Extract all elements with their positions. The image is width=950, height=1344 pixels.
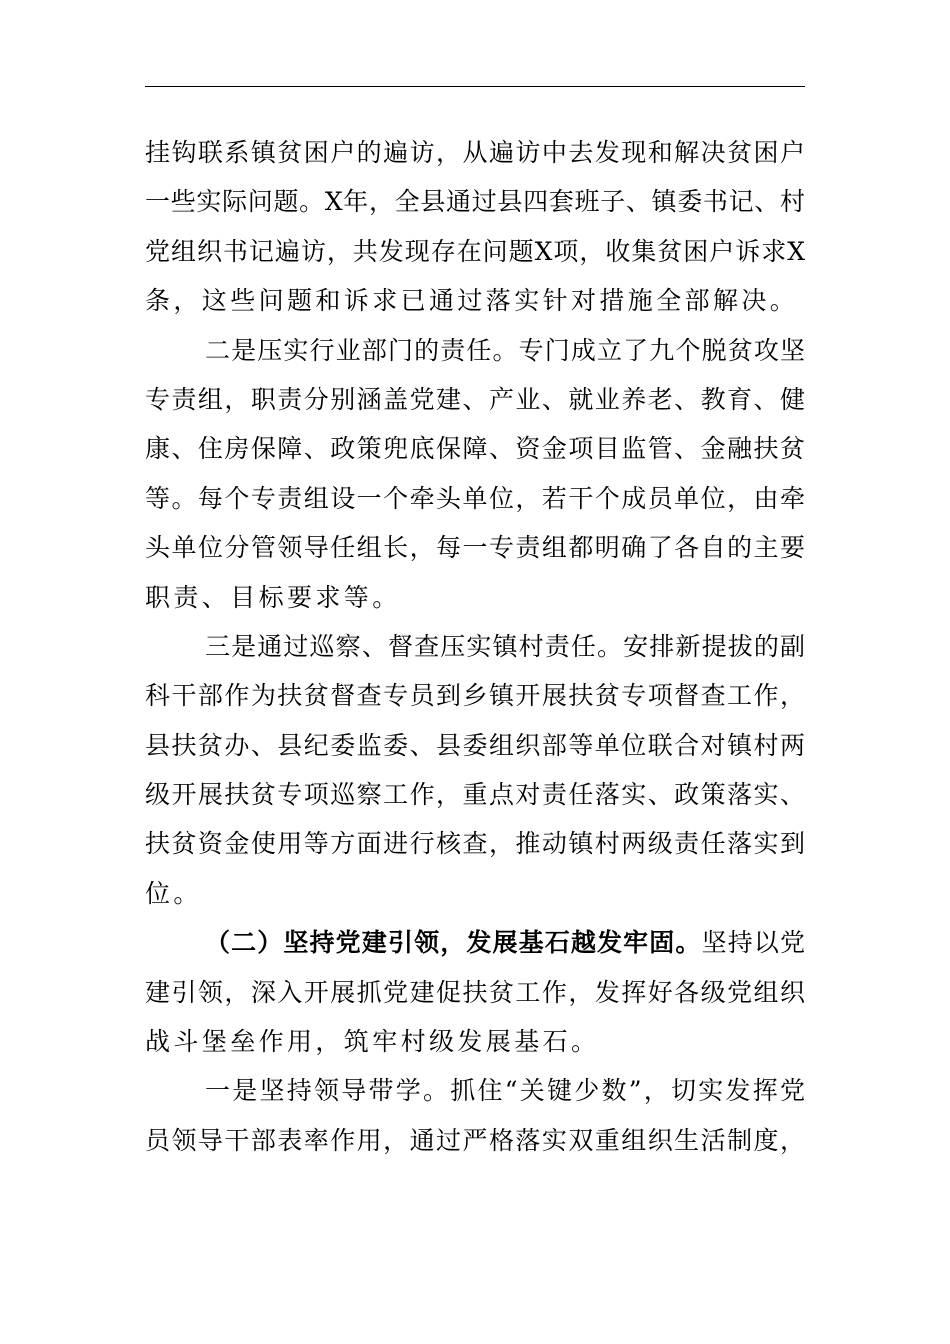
- paragraph-line: 科干部作为扶贫督查专员到乡镇开展扶贫专项督查工作，: [145, 681, 805, 711]
- heading-rest-text: 坚持以党: [701, 928, 805, 958]
- paragraph-line: 位。: [145, 878, 202, 908]
- paragraph-line: 县扶贫办、县纪委监委、县委组织部等单位联合对镇村两: [145, 730, 805, 760]
- paragraph-line: 条，这些问题和诉求已通过落实针对措施全部解决。: [145, 286, 799, 316]
- paragraph-line: 扶贫资金使用等方面进行核查，推动镇村两级责任落实到: [145, 829, 805, 859]
- paragraph-line: 等。每个专责组设一个牵头单位，若干个成员单位，由牵: [145, 483, 805, 513]
- paragraph-3: [145, 622, 805, 918]
- paragraph-4: [145, 918, 805, 1066]
- paragraph-line: 头单位分管领导任组长，每一专责组都明确了各自的主要: [145, 533, 805, 563]
- paragraph-line: 挂钩联系镇贫困户的遍访，从遍访中去发现和解决贫困户: [145, 138, 805, 167]
- paragraph-line: 专责组，职责分别涵盖党建、产业、就业养老、教育、健: [145, 384, 805, 414]
- paragraph-line: 员领导干部表率作用，通过严格落实双重组织生活制度，: [145, 1125, 805, 1155]
- paragraph-1: [145, 128, 805, 326]
- paragraph-line: 党组织书记遍访，共发现存在问题X项，收集贫困户诉求X: [145, 236, 805, 266]
- paragraph-line: 康、住房保障、政策兜底保障、资金项目监管、金融扶贫: [145, 434, 805, 464]
- section-heading: （二）坚持党建引领，发展基石越发牢固。: [205, 928, 702, 958]
- paragraph-line: 一是坚持领导带学。抓住“关键少数”，切实发挥党: [205, 1076, 805, 1106]
- paragraph-line: 一些实际问题。X年，全县通过县四套班子、镇委书记、村: [145, 187, 805, 217]
- paragraph-line: 战斗堡垒作用，筑牢村级发展基石。: [145, 1027, 600, 1057]
- paragraph-2: [145, 326, 805, 622]
- header-rule: [145, 86, 805, 87]
- paragraph-line: 建引领，深入开展抓党建促扶贫工作，发挥好各级党组织: [145, 977, 805, 1007]
- paragraph-line: 三是通过巡察、督查压实镇村责任。安排新提拔的副: [205, 631, 805, 661]
- section-heading-line: [145, 918, 805, 967]
- paragraph-line: 级开展扶贫专项巡察工作，重点对责任落实、政策落实、: [145, 780, 805, 810]
- paragraph-line: 职责、目标要求等。: [145, 582, 401, 612]
- paragraph-5: [145, 1066, 805, 1165]
- paragraph-line: 二是压实行业部门的责任。专门成立了九个脱贫攻坚: [205, 335, 805, 365]
- body-text: [145, 128, 805, 1165]
